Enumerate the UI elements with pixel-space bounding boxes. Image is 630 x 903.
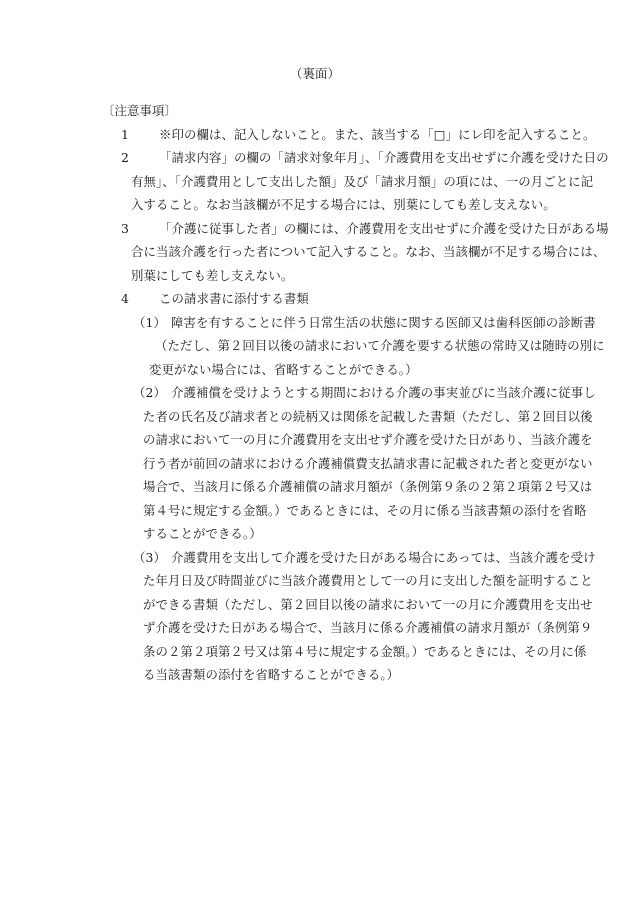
sub-line: 変更がない場合には、省略することができる。）: [149, 361, 418, 377]
sub-text: 障害を有することに伴う日常生活の状態に関する医師又は歯科医師の診断書: [171, 314, 596, 330]
sub-line: ができる書類（ただし、第２回目以後の請求において一の月に介護費用を支出せ: [143, 596, 593, 612]
note-line: [107, 123, 596, 147]
sub-number: （2）: [133, 385, 166, 400]
sub-line: の請求において一の月に介護費用を支出せず介護を受けた日があり、当該介護を: [143, 432, 593, 447]
sub-line: る当該書類の添付を省略することができる。）: [143, 667, 400, 682]
notes-heading: 〔注意事項〕: [102, 103, 177, 118]
note-text: 「介護に従事した者」の欄には、介護費用を支出せずに介護を受けた日がある場: [159, 220, 609, 236]
sub-item-3: [107, 546, 596, 687]
note-text: 「請求内容」の欄の「請求対象年月」、「介護費用を支出せずに介護を受けた日の: [159, 150, 609, 165]
sub-line: ず介護を受けた日がある場合で、当該月に係る介護補償の請求月額が（条例第９: [143, 620, 593, 635]
sub-line: 行う者が前回の請求における介護補償費支払請求書に記載された者と変更がない: [143, 455, 593, 471]
sub-number: （1）: [133, 314, 166, 330]
note-number: 1: [121, 126, 129, 142]
sub-text: 介護補償を受けようとする期間における介護の事実並びに当該介護に従事し: [171, 385, 596, 400]
note-line: [107, 146, 609, 170]
sub-line: 第４号に規定する金額。）であるときには、その月に係る当該書類の添付を省略: [143, 502, 587, 518]
note-text: この請求書に添付する書類: [159, 291, 309, 306]
sub-text: 介護費用を支出して介護を受けた日がある場合にあっては、当該介護を受け: [171, 549, 596, 565]
note-number: 4: [121, 291, 129, 306]
note-line: 合に当該介護を行った者について記入すること。なお、当該欄が不足する場合には、: [131, 244, 606, 259]
note-number: 2: [121, 150, 129, 165]
sub-line: 条の２第２項第２号又は第４号に規定する金額。）であるときには、その月に係: [143, 643, 587, 659]
sub-line: [107, 311, 596, 335]
sub-number: （3）: [133, 549, 166, 565]
note-line: 有無」、「介護費用として支出した額」及び「請求月額」の項には、一の月ごとに記: [131, 173, 594, 189]
note-number: 3: [121, 220, 129, 236]
sub-line: た者の氏名及び請求者との続柄又は関係を記載した書類（ただし、第２回目以後: [143, 408, 593, 424]
note-line: [107, 217, 609, 241]
note-line: 別葉にしても差し支えない。: [131, 267, 294, 283]
sub-item-1: [107, 311, 605, 382]
note-text: ※印の欄は、記入しないこと。また、該当する「□」にレ印を記入すること。: [159, 126, 596, 142]
sub-line: [107, 546, 596, 570]
sub-line: することができる。）: [143, 526, 262, 541]
note-line: 入すること。なお当該欄が不足する場合には、別葉にしても差し支えない。: [131, 197, 556, 212]
sub-item-2: [107, 381, 596, 546]
sub-line: た年月日及び時間並びに当該介護費用として一の月に支出した額を証明すること: [143, 573, 593, 588]
sub-line: 場合で、当該月に係る介護補償の請求月額が（条例第９条の２第２項第２号又は: [143, 479, 593, 494]
note-line: [107, 287, 581, 311]
sub-line: （ただし、第２回目以後の請求において介護を要する状態の常時又は随時の別に: [155, 338, 605, 353]
note-item-3: [107, 217, 609, 288]
note-item-1: [107, 123, 596, 147]
note-item-4: [107, 287, 581, 311]
page-title: （裏面）: [290, 66, 340, 81]
note-item-2: [107, 146, 609, 217]
sub-line: [107, 381, 596, 405]
notes-section: [102, 99, 609, 687]
